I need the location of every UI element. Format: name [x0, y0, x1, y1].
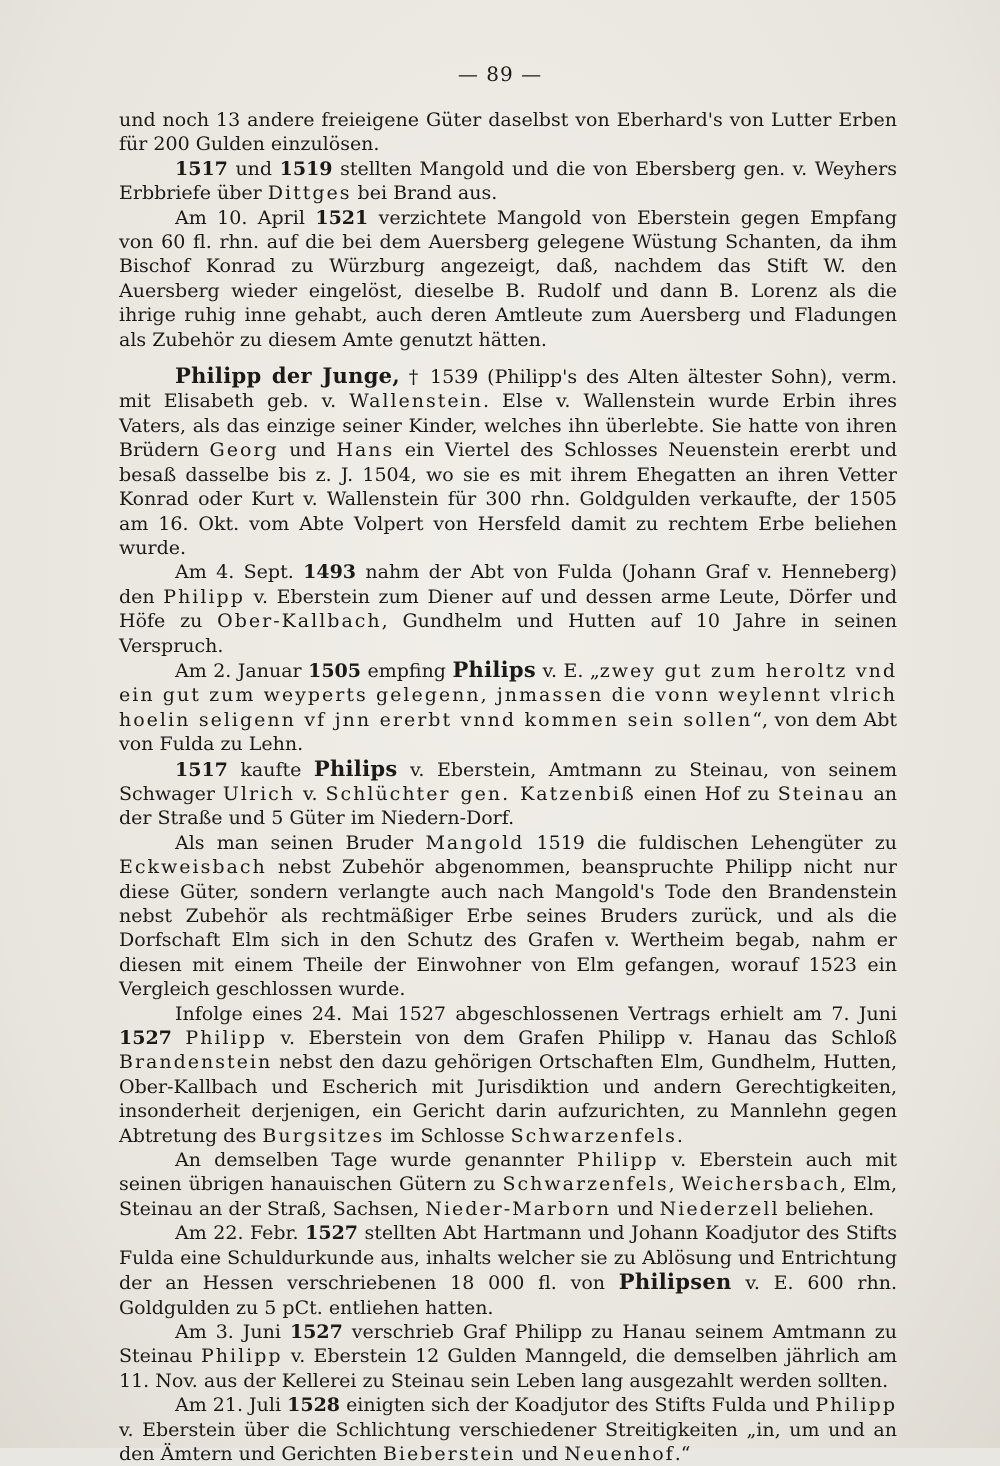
paragraph [119, 1393, 897, 1466]
text-run: . [676, 1124, 683, 1147]
text-run: und noch 13 andere freieigene Güter daselbst von Eberhard's von Lutter Erben für 200 Gulden einzulösen. [119, 109, 897, 156]
year-emphasis: 1493 [303, 561, 357, 584]
text-run: ein Viertel des Schlosses Neuenstein ererbt und besaß dasselbe bis z. J. 1504, wo sie es mit ihrem Ehegatten an ihren Vetter Konrad oder Kurt v. Wallenstein für 300 rhn. Goldgulden verkaufte, der 1505 am 16. Okt. vom Abte Volpert von Hersfeld damit zu rechtem Erbe beliehen wurde. [119, 439, 897, 559]
spaced-name: Nieder-Marborn [425, 1197, 611, 1220]
text-run: Am 21. Juli [175, 1394, 288, 1417]
paragraph [119, 1320, 897, 1393]
text-run: .“ [674, 1442, 691, 1465]
name-heading: Philipp der Junge, [175, 363, 400, 389]
paragraph [119, 1002, 897, 1148]
name-heading: Philips [313, 755, 398, 781]
text-run: v. Eberstein über die Schlichtung verschiedener Streitigkeiten „in, um und an den Ämtern und Gerichten [119, 1418, 897, 1465]
text-run: Am 3. Juni [175, 1320, 290, 1343]
text-run: v. [295, 782, 326, 805]
text-run: v. Eberstein von dem Grafen Philipp v. Hanau das Schloß [266, 1027, 897, 1050]
text-run: v. E. „ [536, 659, 600, 682]
spaced-name: Schlüchter gen. Katzenbiß [325, 782, 636, 805]
year-emphasis: 1519 [279, 157, 333, 180]
text-run: v. E. 600 rhn. Goldgulden zu 5 pCt. entliehen hatten. [119, 1272, 897, 1319]
text-run: verschrieb Graf Philipp zu Hanau seinem Amtmann zu Steinau [119, 1320, 897, 1368]
text-run: und [278, 439, 337, 462]
year-emphasis: 1528 [287, 1394, 341, 1417]
paragraph [119, 364, 897, 560]
text-run: einigten sich der Koadjutor des Stifts Fulda und [340, 1394, 816, 1417]
text-run: † 1539 (Philipp's des Alten ältester Sohn), verm. mit Elisabeth geb. v. [119, 366, 897, 413]
paragraph [119, 157, 897, 206]
text-run: . Else v. Wallenstein wurde Erbin ihres Vaters, als das einzige seiner Kinder, welches ihn überlebte. Sie hatte von ihren Brüdern [119, 390, 897, 462]
spaced-name: Philipp [163, 585, 245, 608]
text-run [172, 1027, 186, 1049]
text-run: 1519 die fuldischen Lehengüter zu [524, 831, 897, 854]
text-run: “, von dem Abt von Fulda zu Lehn. [119, 708, 897, 756]
spaced-name: Steinau [777, 782, 866, 805]
name-heading: Philips [452, 656, 537, 682]
text-run: einen Hof zu [635, 782, 778, 805]
spaced-name: Hans [336, 439, 395, 462]
paragraph [119, 206, 897, 352]
year-emphasis: 1505 [308, 659, 361, 682]
spaced-name: Ulrich [222, 782, 296, 805]
text-run: v. Eberstein, Amtmann zu Steinau, von seinem Schwager [119, 758, 897, 805]
paragraph [119, 108, 897, 157]
text-run: stellten Mangold und die von Ebersberg gen. v. Weyhers Erbbriefe über [119, 157, 898, 205]
text-run: Als man seinen Bruder [175, 831, 426, 854]
year-emphasis: 1521 [315, 206, 369, 229]
text-run: , Elm, Steinau an der Straß, Sachsen, [119, 1173, 897, 1220]
spaced-name: Dittges [267, 182, 352, 205]
paragraph [119, 831, 897, 1002]
text-run: kaufte [227, 758, 314, 781]
paragraph [119, 658, 897, 757]
text-run: Am 2. Januar [175, 659, 309, 682]
year-emphasis: 1527 [119, 1027, 172, 1050]
spaced-name: Neuenhof [564, 1442, 675, 1465]
text-run: empfing [361, 659, 453, 682]
text-run: im Schlosse [384, 1124, 511, 1147]
spaced-name: Philipp [815, 1394, 897, 1417]
text-run: v. Eberstein zum Diener auf und dessen arme Leute, Dörfer und Höfe zu [119, 585, 898, 633]
text-run: Am 22. Febr. [175, 1222, 306, 1245]
spaced-name: Philipp [185, 1027, 267, 1050]
spaced-name: Mangold [425, 831, 525, 854]
text-run: , [668, 1173, 682, 1196]
paragraph [119, 1148, 897, 1221]
text-run: nahm der Abt von Fulda (Johann Graf v. Henneberg) den [119, 561, 897, 608]
text-run: verzichtete Mangold von Eberstein gegen Empfang von 60 fl. rhn. auf die bei dem Auersberg gelegene Wüstung Schanten, da ihm Bischof Konrad zu Würzburg angezeigt, daß, nachdem das Stift W. den Auersberg wieder eingelöst, dieselbe B. Rudolf und dann B. Lorenz als die ihrige ruhig inne gehabt, auch deren Amtleute zum Auersberg und Fladungen als Zubehör zu diesem Amte genutzt hätten. [119, 206, 897, 351]
text-run: Infolge eines 24. Mai 1527 abgeschlossenen Vertrags erhielt am 7. Juni [175, 1002, 897, 1025]
text-run: stellten Abt Hartmann und Johann Koadjutor des Stifts Fulda eine Schuldurkunde aus, inhalts welcher sie zu Ablösung und Entrichtung der an Hessen verschriebenen 18 000 fl. von [119, 1222, 897, 1295]
text-run: An demselben Tage wurde genannter [175, 1149, 577, 1172]
spaced-name: Brandenstein [119, 1051, 273, 1074]
spaced-name: Georg [209, 439, 279, 462]
spaced-name: Weichersbach [681, 1173, 841, 1196]
spaced-name: Wallenstein [349, 390, 483, 413]
page-number: — 89 — [457, 62, 543, 86]
spaced-name: Schwarzenfels [510, 1124, 677, 1147]
text-run: v. Eberstein 12 Gulden Manngeld, die demselben jährlich am 11. Nov. aus der Kellerei zu Steinau sein Leben lang ausgezahlt werden sollten. [119, 1345, 897, 1392]
spaced-name: Schwarzenfels [502, 1173, 669, 1196]
year-emphasis: 1517 [175, 157, 228, 180]
text-run: nebst den dazu gehörigen Ortschaften Elm, Gundhelm, Hutten, Ober-Kallbach und Escherich mit Jurisdiktion und andern Gerechtigkeiten, insonderheit derjenigen, ein Gericht darin aufzurichten, zu Mannlehn gegen Abtretung des [119, 1051, 897, 1147]
spaced-name: Ober-Kallbach [217, 610, 382, 633]
text-run: , Gundhelm und Hutten auf 10 Jahre in seinen Verspruch. [119, 610, 897, 657]
year-emphasis: 1527 [305, 1222, 359, 1245]
paragraph [119, 1221, 897, 1320]
year-emphasis: 1527 [289, 1320, 343, 1343]
text-run: beliehen. [779, 1197, 875, 1220]
text-run: und [610, 1197, 660, 1220]
paragraph [119, 757, 897, 831]
spaced-name: Eckweisbach [119, 856, 267, 879]
text-run: an der Straße und 5 Güter im Niedern-Dorf. [119, 782, 898, 830]
spaced-name: Bieberstein [382, 1442, 516, 1465]
text-run: Am 10. April [175, 206, 316, 229]
spaced-name: zwey gut zum heroltz vnd ein gut zum weyperts gelegenn, jnmassen die vonn weylennt vlrich hoelin seligenn vf jnn ererbt vnnd kommen sein sollen [119, 659, 898, 731]
spaced-name: Burgsitzes [262, 1124, 385, 1147]
paragraph [119, 560, 897, 658]
body-text [119, 108, 897, 1466]
year-emphasis: 1517 [175, 758, 228, 781]
text-run: v. Eberstein auch mit seinen übrigen hanauischen Gütern zu [119, 1149, 897, 1196]
spaced-name: Philipp [576, 1149, 659, 1172]
text-run: und [515, 1442, 565, 1465]
text-run: bei Brand aus. [351, 182, 498, 205]
text-run: Am 4. Sept. [175, 561, 304, 584]
text-run: und [227, 157, 280, 180]
spaced-name: Philipp [200, 1345, 283, 1368]
spaced-name: Niederzell [659, 1197, 780, 1220]
name-heading: Philipsen [618, 1269, 732, 1295]
text-run: nebst Zubehör abgenommen, beanspruchte Philipp nicht nur diese Güter, sondern verlangte auch nach Mangold's Tode den Brandenstein nebst Zubehör als rechtmäßiger Erbe seines Bruders zurück, und als die Dorfschaft Elm sich in den Schutz des Grafen v. Wertheim begab, nahm er diesen mit einem Theile der Einwohner von Elm gefangen, worauf 1523 ein Vergleich geschlossen wurde. [119, 856, 897, 1001]
